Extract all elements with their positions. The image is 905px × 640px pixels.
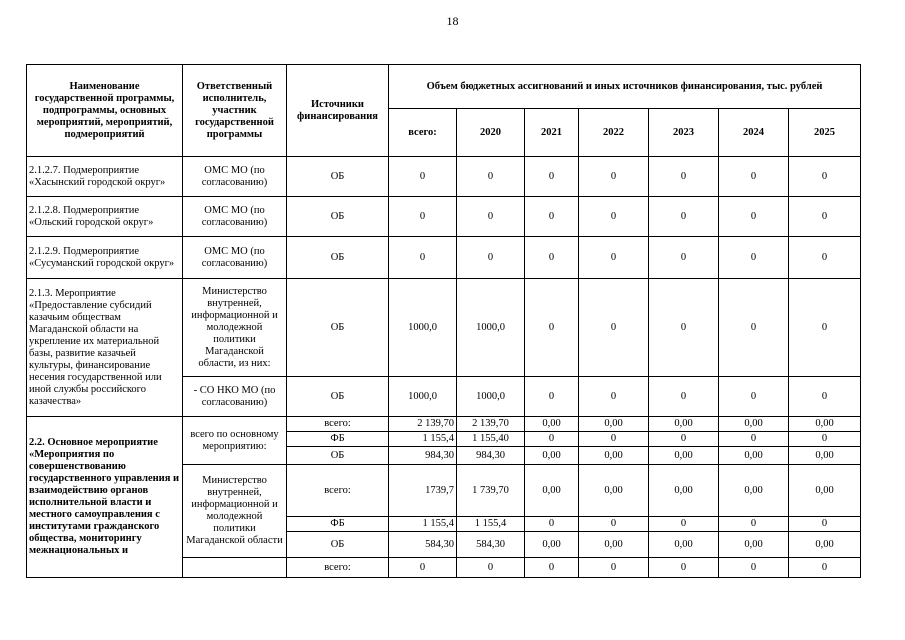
- cell-2020: 584,30: [457, 532, 525, 558]
- header-year-2021: 2021: [525, 109, 579, 157]
- cell-2024: 0,00: [719, 465, 789, 517]
- cell-2021: 0: [525, 279, 579, 377]
- cell-2020: 1000,0: [457, 377, 525, 417]
- cell-2020: 0: [457, 197, 525, 237]
- cell-2022: 0,00: [579, 417, 649, 432]
- cell-total: 0: [389, 558, 457, 578]
- budget-table: [26, 64, 861, 578]
- cell-2025: 0: [789, 197, 861, 237]
- cell-2020: 1000,0: [457, 279, 525, 377]
- cell-2022: 0: [579, 197, 649, 237]
- row-name: 2.1.2.9. Подмероприятие «Сусуманский городской округ»: [27, 237, 183, 279]
- cell-2022: 0: [579, 157, 649, 197]
- cell-2021: 0: [525, 157, 579, 197]
- cell-2021: 0,00: [525, 447, 579, 465]
- cell-total: 2 139,70: [389, 417, 457, 432]
- cell-2020: 1 155,4: [457, 517, 525, 532]
- cell-total: 0: [389, 237, 457, 279]
- page-number: 18: [446, 14, 459, 28]
- cell-total: 1000,0: [389, 377, 457, 417]
- cell-2022: 0,00: [579, 532, 649, 558]
- cell-2021: 0: [525, 197, 579, 237]
- header-sources: Источники финансирования: [287, 65, 389, 157]
- cell-2024: 0,00: [719, 447, 789, 465]
- cell-2025: 0,00: [789, 465, 861, 517]
- cell-2022: 0: [579, 279, 649, 377]
- cell-2025: 0: [789, 279, 861, 377]
- cell-2023: 0: [649, 432, 719, 447]
- cell-2024: 0: [719, 432, 789, 447]
- cell-2025: 0: [789, 558, 861, 578]
- header-year-2020: 2020: [457, 109, 525, 157]
- cell-2024: 0,00: [719, 417, 789, 432]
- cell-2023: 0: [649, 197, 719, 237]
- row-name: 2.1.2.7. Подмероприятие «Хасынский городской округ»: [27, 157, 183, 197]
- cell-2024: 0,00: [719, 532, 789, 558]
- cell-2025: 0: [789, 432, 861, 447]
- cell-total: 1739,7: [389, 465, 457, 517]
- header-executor: Ответственный исполнитель, участник государственной программы: [183, 65, 287, 157]
- cell-2024: 0: [719, 279, 789, 377]
- row-source: ФБ: [287, 432, 389, 447]
- cell-2025: 0,00: [789, 417, 861, 432]
- cell-2024: 0: [719, 558, 789, 578]
- cell-total: 0: [389, 157, 457, 197]
- cell-2020: 0: [457, 157, 525, 197]
- row-executor: ОМС МО (по согласованию): [183, 237, 287, 279]
- cell-2025: 0: [789, 517, 861, 532]
- cell-2022: 0: [579, 517, 649, 532]
- row-source: ОБ: [287, 157, 389, 197]
- cell-2023: 0: [649, 517, 719, 532]
- row-source: ОБ: [287, 532, 389, 558]
- row-source: ФБ: [287, 517, 389, 532]
- row-executor: всего по основному мероприятию:: [183, 417, 287, 465]
- cell-2023: 0: [649, 279, 719, 377]
- cell-total: 1000,0: [389, 279, 457, 377]
- header-year-2023: 2023: [649, 109, 719, 157]
- table-row: [27, 237, 861, 279]
- cell-2021: 0: [525, 517, 579, 532]
- cell-2024: 0: [719, 197, 789, 237]
- row-name: 2.2. Основное мероприятие «Мероприятия по совершенствованию государственного управления и взаимодействию органов исполнительной власти и местного самоуправления с институтами гражданского общества, мониторингу межнациональных и: [27, 417, 183, 578]
- cell-total: 1 155,4: [389, 432, 457, 447]
- cell-2023: 0: [649, 157, 719, 197]
- row-source: ОБ: [287, 447, 389, 465]
- header-volume: Объем бюджетных ассигнований и иных источников финансирования, тыс. рублей: [389, 65, 861, 109]
- cell-2025: 0: [789, 237, 861, 279]
- cell-total: 984,30: [389, 447, 457, 465]
- cell-2024: 0: [719, 237, 789, 279]
- table-row: [27, 197, 861, 237]
- cell-total: 0: [389, 197, 457, 237]
- row-name: 2.1.3. Мероприятие «Предоставление субсидий казачьим обществам Магаданской области на укрепление их материальной базы, развитие казачьей культуры, финансирование несения государственной или иной службы российского казачества»: [27, 279, 183, 417]
- row-source: ОБ: [287, 197, 389, 237]
- cell-2023: 0,00: [649, 417, 719, 432]
- cell-2021: 0,00: [525, 417, 579, 432]
- cell-2025: 0,00: [789, 532, 861, 558]
- cell-2021: 0: [525, 237, 579, 279]
- header-name: Наименование государственной программы, подпрограммы, основных мероприятий, мероприятий, подмероприятий: [27, 65, 183, 157]
- cell-2020: 1 155,40: [457, 432, 525, 447]
- header-year-2025: 2025: [789, 109, 861, 157]
- row-executor: Министерство внутренней, информационной и молодежной политики Магаданской области: [183, 465, 287, 558]
- cell-2020: 0: [457, 558, 525, 578]
- cell-2021: 0: [525, 558, 579, 578]
- header-year-2024: 2024: [719, 109, 789, 157]
- header-total: всего:: [389, 109, 457, 157]
- cell-2021: 0: [525, 377, 579, 417]
- row-source: всего:: [287, 417, 389, 432]
- row-name: 2.1.2.8. Подмероприятие «Ольский городской округ»: [27, 197, 183, 237]
- row-executor-empty: [183, 558, 287, 578]
- cell-2022: 0: [579, 237, 649, 279]
- cell-2023: 0: [649, 237, 719, 279]
- cell-2020: 2 139,70: [457, 417, 525, 432]
- cell-2024: 0: [719, 377, 789, 417]
- row-executor: ОМС МО (по согласованию): [183, 157, 287, 197]
- cell-2022: 0,00: [579, 447, 649, 465]
- cell-2024: 0: [719, 517, 789, 532]
- header-year-2022: 2022: [579, 109, 649, 157]
- row-source: ОБ: [287, 279, 389, 377]
- cell-2022: 0,00: [579, 465, 649, 517]
- cell-2021: 0: [525, 432, 579, 447]
- cell-2023: 0: [649, 558, 719, 578]
- cell-2023: 0,00: [649, 465, 719, 517]
- cell-2023: 0,00: [649, 447, 719, 465]
- cell-2025: 0: [789, 157, 861, 197]
- row-source: всего:: [287, 558, 389, 578]
- cell-2020: 1 739,70: [457, 465, 525, 517]
- row-executor: ОМС МО (по согласованию): [183, 197, 287, 237]
- row-source: ОБ: [287, 377, 389, 417]
- cell-2022: 0: [579, 432, 649, 447]
- cell-2020: 984,30: [457, 447, 525, 465]
- cell-2023: 0: [649, 377, 719, 417]
- cell-2022: 0: [579, 558, 649, 578]
- cell-2021: 0,00: [525, 465, 579, 517]
- table-row: [27, 157, 861, 197]
- row-executor: Министерство внутренней, информационной и молодежной политики Магаданской области, из них:: [183, 279, 287, 377]
- cell-2025: 0,00: [789, 447, 861, 465]
- cell-2021: 0,00: [525, 532, 579, 558]
- row-executor: - СО НКО МО (по согласованию): [183, 377, 287, 417]
- cell-total: 1 155,4: [389, 517, 457, 532]
- row-source: всего:: [287, 465, 389, 517]
- cell-2024: 0: [719, 157, 789, 197]
- table-row: [27, 417, 861, 432]
- cell-2022: 0: [579, 377, 649, 417]
- cell-2020: 0: [457, 237, 525, 279]
- cell-2023: 0,00: [649, 532, 719, 558]
- cell-total: 584,30: [389, 532, 457, 558]
- table-row: [27, 279, 861, 377]
- row-source: ОБ: [287, 237, 389, 279]
- cell-2025: 0: [789, 377, 861, 417]
